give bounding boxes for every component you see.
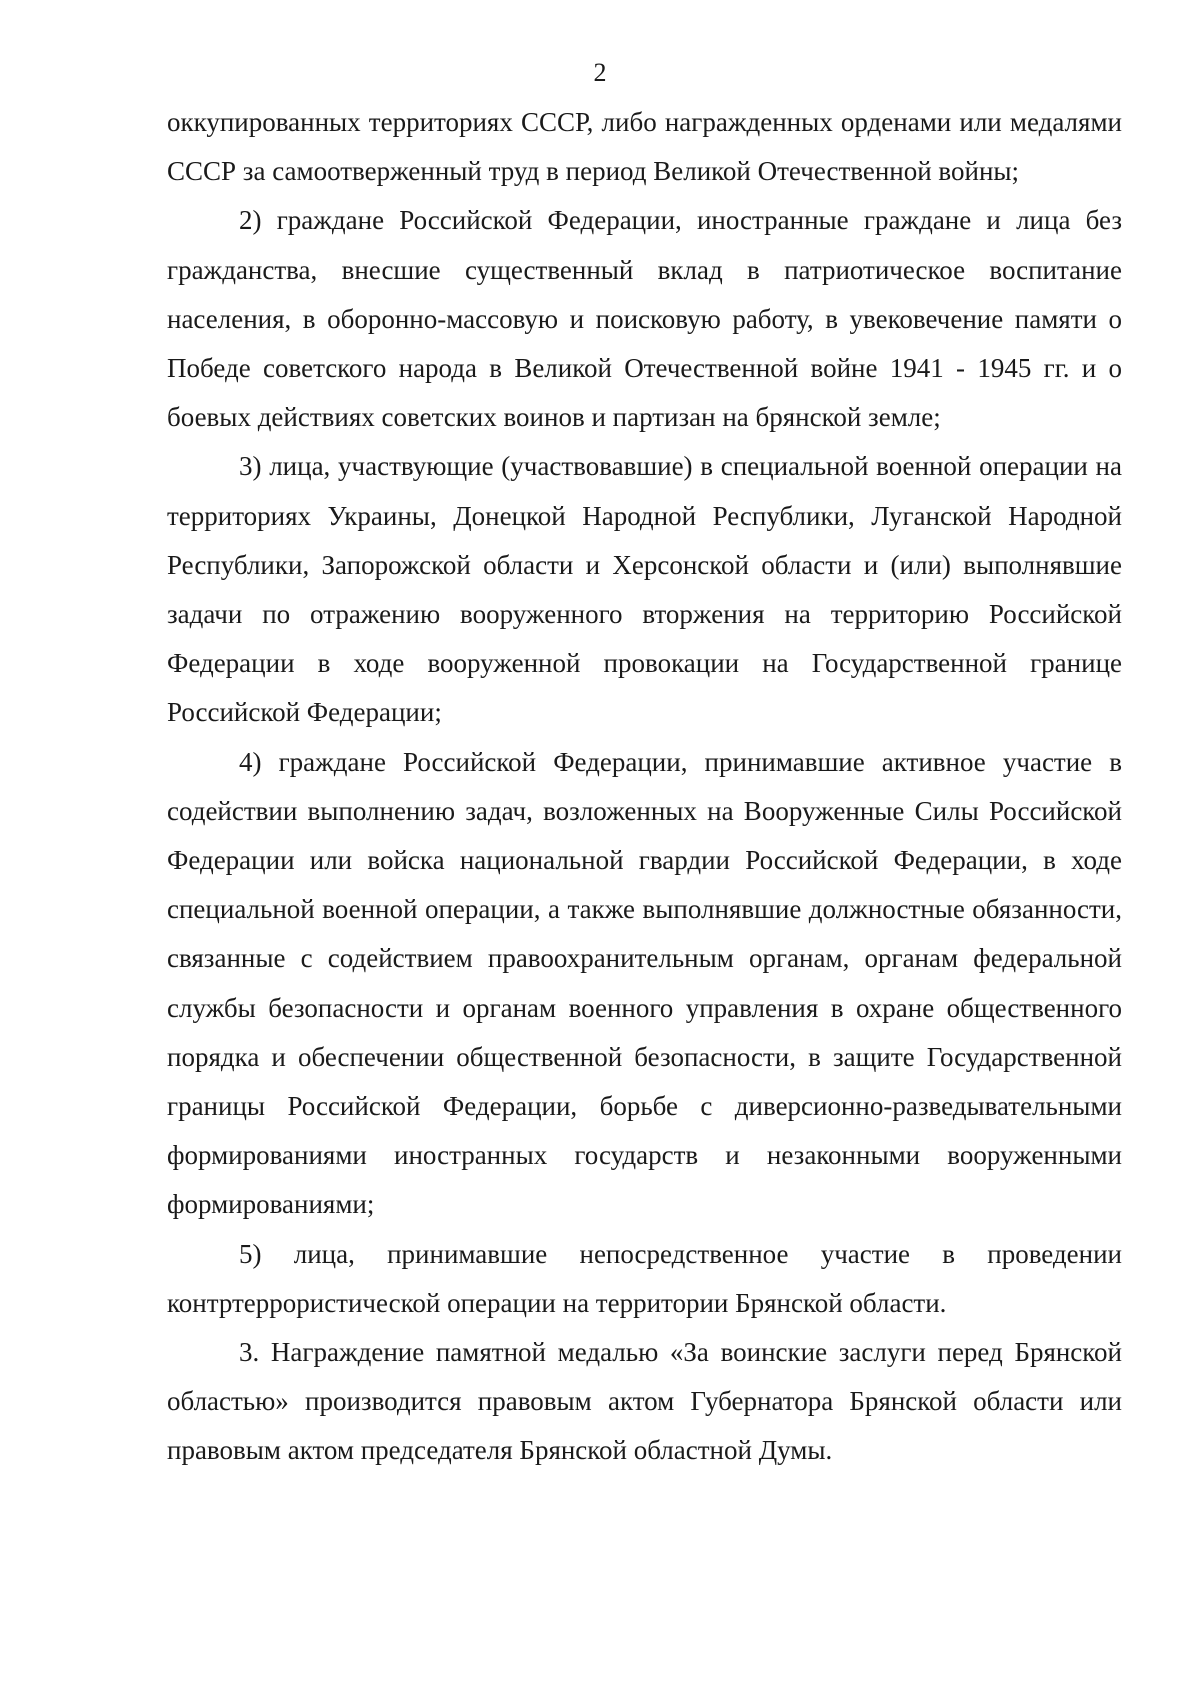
list-item-4: 4) граждане Российской Федерации, принимавшие активное участие в содействии выполнению задач, возложенных на Вооруженные Силы Российской Федерации или войска национальной гвардии Российской Федерации, в ходе специальной военной операции, а также выполнявшие должностные обязанности, связанные с содействием правоохранительным органам, органам федеральной службы безопасности и органам военного управления в охране общественного порядка и обеспечении общественной безопасности, в защите Государственной границы Российской Федерации, борьбе с диверсионно-разведывательными формированиями иностранных государств и незаконными вооруженными формированиями;	[167, 746, 1122, 1220]
clause-3: 3. Награждение памятной медалью «За воинские заслуги перед Брянской областью» производится правовым актом Губернатора Брянской области или правовым актом председателя Брянской областной Думы.	[167, 1337, 1122, 1466]
list-item-5: 5) лица, принимавшие непосредственное участие в проведении контртеррористической операции на территории Брянской области.	[167, 1238, 1122, 1318]
paragraph-continuation: оккупированных территориях СССР, либо награжденных орденами или медалями СССР за самоотверженный труд в период Великой Отечественной войны;	[167, 107, 1122, 187]
list-item-2: 2) граждане Российской Федерации, иностранные граждане и лица без гражданства, внесшие существенный вклад в патриотическое воспитание населения, в оборонно-массовую и поисковую работу, в увековечение памяти о Победе советского народа в Великой Отечественной войне 1941 - 1945 гг. и о боевых действиях советских воинов и партизан на брянской земле;	[167, 205, 1122, 433]
list-item-3: 3) лица, участвующие (участвовавшие) в специальной военной операции на территориях Украины, Донецкой Народной Республики, Луганской Народной Республики, Запорожской области и Херсонской области и (или) выполнявшие задачи по отражению вооруженного вторжения на территорию Российской Федерации в ходе вооруженной провокации на Государственной границе Российской Федерации;	[167, 451, 1122, 728]
document-body	[167, 98, 1122, 1476]
page-number: 2	[593, 58, 607, 87]
